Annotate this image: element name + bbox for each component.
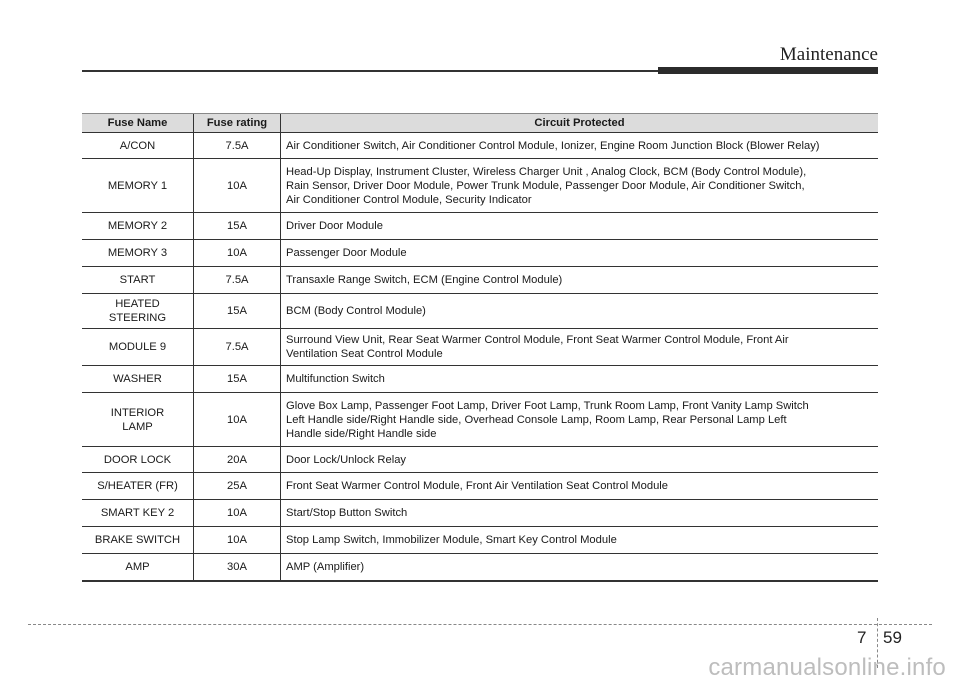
chapter-number: 7 — [857, 628, 867, 647]
fuse-name-cell — [82, 366, 194, 393]
cell-line: Air Conditioner Control Module, Security Indicator — [286, 193, 532, 206]
cell-line: Glove Box Lamp, Passenger Foot Lamp, Driver Foot Lamp, Trunk Room Lamp, Front Vanity Lamp Switch — [286, 399, 809, 412]
table-row — [82, 133, 878, 159]
table-row — [82, 159, 878, 213]
table-row — [82, 240, 878, 267]
cell-line: BRAKE SWITCH — [94, 534, 181, 546]
table-row — [82, 500, 878, 527]
circuit-protected-cell — [281, 240, 879, 267]
table-row — [82, 267, 878, 294]
cell-line: Door Lock/Unlock Relay — [286, 453, 407, 466]
circuit-protected-cell — [281, 329, 879, 366]
cell-line: MEMORY 2 — [107, 220, 168, 232]
cell-line: Start/Stop Button Switch — [286, 507, 408, 519]
fuse-name-cell — [82, 267, 194, 294]
table-row — [82, 473, 878, 500]
section-title: Maintenance — [779, 44, 878, 65]
cell-line: STEERING — [108, 312, 167, 324]
fuse-name-cell — [82, 213, 194, 240]
fuse-rating-cell: 25A — [194, 473, 281, 500]
cell-line: Transaxle Range Switch, ECM (Engine Control Module) — [286, 274, 563, 286]
fuse-rating-cell: 7.5A — [194, 329, 281, 366]
cell-line: A/CON — [119, 139, 156, 152]
cell-line: Surround View Unit, Rear Seat Warmer Control Module, Front Seat Warmer Control Module, Front Air — [286, 334, 789, 346]
circuit-protected-cell — [281, 527, 879, 554]
fuse-rating-cell: 10A — [194, 240, 281, 267]
cell-line: Passenger Door Module — [286, 247, 407, 259]
fuse-rating-cell: 10A — [194, 159, 281, 213]
cell-line: AMP (Amplifier) — [286, 560, 365, 573]
fuse-name-cell — [82, 159, 194, 213]
fuse-rating-cell: 20A — [194, 447, 281, 473]
page-number: 59 — [883, 628, 902, 647]
fuse-name-cell — [82, 554, 194, 581]
cell-line: Ventilation Seat Control Module — [286, 348, 443, 360]
fuse-rating-cell: 10A — [194, 527, 281, 554]
fuse-rating-cell: 15A — [194, 366, 281, 393]
column-header-fuse-name: Fuse Name — [82, 114, 194, 133]
header-bar — [658, 67, 878, 74]
table-row — [82, 329, 878, 366]
table-row — [82, 447, 878, 473]
fuse-name-cell — [82, 473, 194, 500]
circuit-protected-cell — [281, 294, 879, 329]
fuse-name-cell — [82, 447, 194, 473]
circuit-protected-cell — [281, 267, 879, 294]
cell-line: MEMORY 3 — [107, 247, 168, 259]
circuit-protected-cell — [281, 554, 879, 581]
cell-line: Air Conditioner Switch, Air Conditioner Control Module, Ionizer, Engine Room Junction Block (Blower Relay) — [286, 139, 820, 152]
circuit-protected-cell — [281, 366, 879, 393]
fuse-name-cell — [82, 527, 194, 554]
table-row — [82, 366, 878, 393]
table-row — [82, 393, 878, 447]
cell-line: START — [119, 274, 156, 286]
table-row — [82, 527, 878, 554]
circuit-protected-cell — [281, 133, 879, 159]
cell-line: Multifunction Switch — [286, 373, 385, 385]
cell-line: Head-Up Display, Instrument Cluster, Wireless Charger Unit , Analog Clock, BCM (Body Control Module), — [286, 165, 807, 178]
cell-line: LAMP — [122, 420, 153, 433]
table-header-row — [82, 114, 878, 133]
fuse-rating-cell: 7.5A — [194, 133, 281, 159]
table-row — [82, 213, 878, 240]
cell-line: HEATED — [115, 298, 160, 310]
fuse-name-cell — [82, 240, 194, 267]
circuit-protected-cell — [281, 473, 879, 500]
fuse-rating-cell: 10A — [194, 500, 281, 527]
cell-line: Driver Door Module — [286, 220, 383, 232]
cell-line: DOOR LOCK — [103, 453, 172, 466]
fuse-name-cell — [82, 329, 194, 366]
fuse-rating-cell: 15A — [194, 294, 281, 329]
table-body — [82, 133, 878, 581]
column-header-fuse-rating: Fuse rating — [194, 114, 281, 133]
cell-line: Rain Sensor, Driver Door Module, Power Trunk Module, Passenger Door Module, Air Conditioner Switch, — [286, 179, 805, 192]
cell-line: S/HEATER (FR) — [97, 480, 178, 492]
circuit-protected-cell — [281, 500, 879, 527]
cell-line: MEMORY 1 — [107, 179, 168, 192]
header-rule — [82, 70, 658, 72]
cell-line: BCM (Body Control Module) — [286, 305, 426, 317]
table-row — [82, 554, 878, 581]
circuit-protected-cell — [281, 393, 879, 447]
column-header-circuit-protected: Circuit Protected — [281, 114, 879, 133]
fuse-rating-cell: 7.5A — [194, 267, 281, 294]
cell-line: SMART KEY 2 — [100, 507, 175, 519]
cell-line: Stop Lamp Switch, Immobilizer Module, Smart Key Control Module — [286, 534, 617, 546]
circuit-protected-cell — [281, 213, 879, 240]
cell-line: Handle side/Right Handle side — [286, 427, 437, 440]
cell-line: MODULE 9 — [108, 341, 167, 353]
fuse-rating-cell: 10A — [194, 393, 281, 447]
table-row — [82, 294, 878, 329]
fuse-name-cell — [82, 393, 194, 447]
footer-rule — [28, 624, 932, 625]
fuse-table — [82, 113, 878, 582]
watermark: carmanualsonline.info — [708, 654, 946, 681]
circuit-protected-cell — [281, 159, 879, 213]
cell-line: AMP — [125, 560, 150, 573]
circuit-protected-cell — [281, 447, 879, 473]
fuse-name-cell — [82, 294, 194, 329]
cell-line: Left Handle side/Right Handle side, Overhead Console Lamp, Room Lamp, Rear Personal Lamp Left — [286, 413, 787, 426]
fuse-name-cell — [82, 500, 194, 527]
cell-line: INTERIOR — [110, 406, 165, 419]
fuse-name-cell — [82, 133, 194, 159]
cell-line: WASHER — [113, 373, 162, 385]
fuse-rating-cell: 30A — [194, 554, 281, 581]
cell-line: Front Seat Warmer Control Module, Front Air Ventilation Seat Control Module — [286, 480, 668, 492]
fuse-rating-cell: 15A — [194, 213, 281, 240]
